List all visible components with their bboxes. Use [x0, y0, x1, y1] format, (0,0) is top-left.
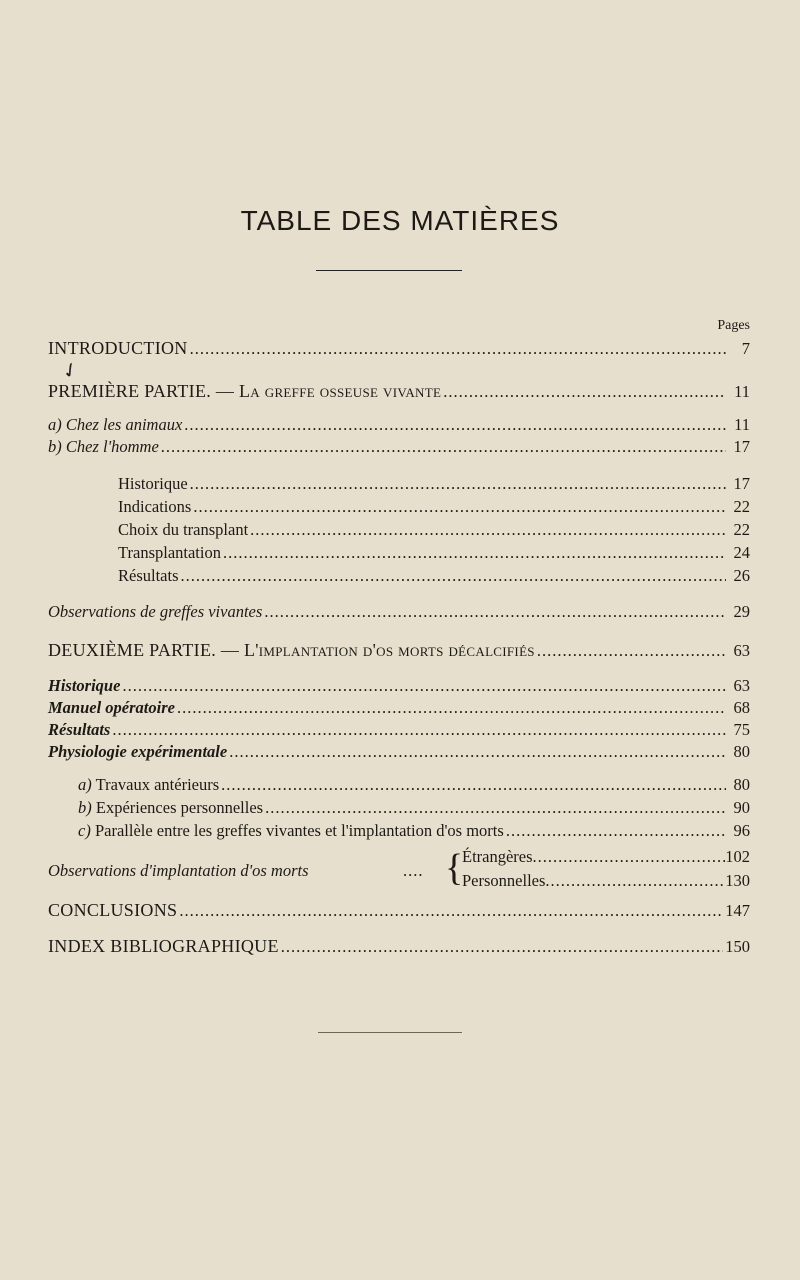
toc-label: INTRODUCTION: [48, 338, 188, 358]
leader-dots: [179, 901, 723, 921]
toc-page-number: 17: [733, 437, 750, 456]
toc-entry-choix-transplant[interactable]: [118, 520, 750, 540]
leader-dots: [281, 937, 723, 957]
leader-dots: [193, 497, 726, 517]
toc-label: CONCLUSIONS: [48, 900, 178, 920]
toc-label: Historique: [48, 676, 121, 695]
leader-dots: [221, 775, 726, 795]
pencil-mark: ✓: [57, 357, 84, 385]
toc-entry-transplantation[interactable]: [118, 543, 750, 563]
leader-dots: [177, 698, 726, 718]
toc-label: Historique: [118, 474, 188, 493]
toc-page-number: 22: [733, 497, 750, 516]
toc-label: Observations de greffes vivantes: [48, 602, 263, 621]
leader-dots: [264, 602, 726, 622]
toc-entry-part-2[interactable]: [48, 640, 750, 661]
toc-subentry-etrangeres[interactable]: [462, 847, 750, 867]
toc-page-number: 96: [733, 821, 750, 840]
toc-page-number: 90: [733, 798, 750, 817]
toc-label: INDEX BIBLIOGRAPHIQUE: [48, 936, 279, 956]
toc-entry-historique-2[interactable]: [48, 676, 750, 696]
toc-label: Résultats: [48, 720, 111, 739]
toc-page-number: 63: [733, 676, 750, 695]
toc-label: Indications: [118, 497, 192, 516]
leader-dots: [122, 676, 726, 696]
toc-page-number: 102: [725, 847, 750, 866]
bottom-rule: [318, 1032, 462, 1033]
leader-dots: [112, 720, 726, 740]
toc-entry-resultats-2[interactable]: [48, 720, 750, 740]
toc-label: a) Travaux antérieurs: [78, 775, 220, 794]
toc-label: Résultats: [118, 566, 179, 585]
toc-page-number: 80: [733, 742, 750, 761]
title-rule: [316, 270, 462, 271]
leader-dots: [161, 437, 726, 457]
toc-entry-human[interactable]: [48, 437, 750, 457]
toc-label: Observations d'implantation d'os morts: [48, 861, 309, 880]
toc-page-number: 29: [733, 602, 750, 621]
page-title: TABLE DES MATIÈRES: [240, 205, 560, 236]
toc-label: DEUXIÈME PARTIE. — L'implantation d'os morts décalcifiés: [48, 640, 535, 660]
leader-dots: [223, 543, 726, 563]
toc-entry-animals[interactable]: [48, 415, 750, 435]
toc-entry-experiences[interactable]: [78, 798, 750, 818]
toc-page-number: 24: [733, 543, 750, 562]
leader-dots: [265, 798, 726, 818]
toc-page-number: 80: [733, 775, 750, 794]
toc-entry-parallele[interactable]: [78, 821, 750, 841]
leader-dots: [250, 520, 726, 540]
brace-glyph: {: [445, 847, 464, 889]
toc-entry-indications[interactable]: [118, 497, 750, 517]
toc-entry-observations-greffes[interactable]: [48, 602, 750, 622]
leader-dots: [506, 821, 726, 841]
pages-column-label: Pages: [717, 318, 750, 333]
toc-entry-part-1[interactable]: [48, 381, 750, 402]
toc-page-number: 11: [734, 382, 750, 401]
leader-dots: [190, 339, 726, 359]
leader-dots: [537, 641, 726, 661]
toc-label: b) Expériences personnelles: [78, 798, 264, 817]
toc-page-number: 68: [733, 698, 750, 717]
toc-label: Physiologie expérimentale: [48, 742, 228, 761]
toc-page-number: 63: [733, 641, 750, 660]
toc-page-number: 7: [741, 339, 750, 358]
toc-entry-resultats-1[interactable]: [118, 566, 750, 586]
toc-entry-conclusions[interactable]: [48, 900, 750, 921]
leader-dots: [545, 871, 725, 891]
toc-subentry-personnelles[interactable]: [462, 871, 750, 891]
leader-dots: [229, 742, 726, 762]
toc-page-number: 17: [733, 474, 750, 493]
leader-dots: [181, 566, 727, 586]
toc-label: PREMIÈRE PARTIE. — La greffe osseuse vivante: [48, 381, 442, 401]
toc-page-number: 26: [733, 566, 750, 585]
toc-entry-introduction[interactable]: [48, 338, 750, 359]
toc-entry-travaux-anterieurs[interactable]: [78, 775, 750, 795]
toc-label: Manuel opératoire: [48, 698, 175, 717]
toc-label: b) Chez l'homme: [48, 437, 159, 456]
toc-page-number: 150: [725, 937, 750, 956]
toc-entry-historique-1[interactable]: [118, 474, 750, 494]
leader-dots: ....: [403, 861, 424, 880]
toc-label: Transplantation: [118, 543, 221, 562]
toc-entry-observations-implantation[interactable]: [48, 845, 750, 895]
toc-entry-physiologie[interactable]: [48, 742, 750, 762]
toc-page-number: 22: [733, 520, 750, 539]
toc-label: Étrangères: [462, 847, 533, 866]
toc-page-number: 75: [733, 720, 750, 739]
toc-page-number: 130: [725, 871, 750, 890]
toc-page-number: 147: [725, 901, 750, 920]
leader-dots: [443, 382, 726, 402]
toc-label: Personnelles: [462, 871, 546, 890]
toc-entry-manuel-operatoire[interactable]: [48, 698, 750, 718]
leader-dots: [533, 847, 726, 867]
toc-page-number: 11: [734, 415, 750, 434]
leader-dots: [184, 415, 726, 435]
toc-label: a) Chez les animaux: [48, 415, 183, 434]
toc-label: c) Parallèle entre les greffes vivantes et l'implantation d'os morts: [78, 821, 504, 840]
toc-label: Choix du transplant: [118, 520, 249, 539]
leader-dots: [190, 474, 726, 494]
toc-entry-index[interactable]: [48, 936, 750, 957]
